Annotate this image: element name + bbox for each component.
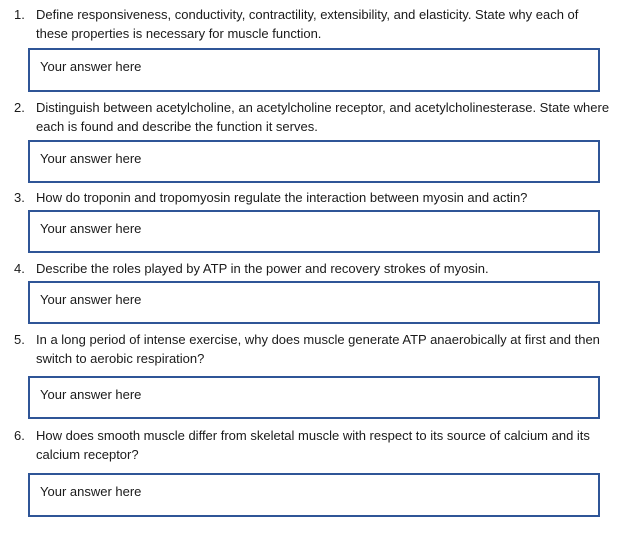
question-number: 3. bbox=[14, 190, 25, 205]
question-text: How does smooth muscle differ from skeletal muscle with respect to its source of calcium and its calcium receptor? bbox=[36, 428, 590, 462]
answer-field-1[interactable]: Your answer here bbox=[28, 48, 600, 92]
question-text: Distinguish between acetylcholine, an acetylcholine receptor, and acetylcholinesterase. State where each is found and describe the function it serves. bbox=[36, 100, 610, 134]
question-2 bbox=[14, 98, 612, 136]
question-1 bbox=[14, 5, 612, 43]
question-text: How do troponin and tropomyosin regulate the interaction between myosin and actin? bbox=[36, 190, 528, 205]
answer-field-5[interactable]: Your answer here bbox=[28, 376, 600, 419]
question-number: 5. bbox=[14, 332, 25, 347]
question-5 bbox=[14, 330, 612, 368]
question-3 bbox=[14, 188, 612, 207]
question-text: In a long period of intense exercise, why does muscle generate ATP anaerobically at first and then switch to aerobic respiration? bbox=[36, 332, 600, 366]
question-4 bbox=[14, 259, 612, 278]
answer-field-2[interactable]: Your answer here bbox=[28, 140, 600, 183]
answer-field-6[interactable]: Your answer here bbox=[28, 473, 600, 517]
answer-field-4[interactable]: Your answer here bbox=[28, 281, 600, 324]
answer-field-3[interactable]: Your answer here bbox=[28, 210, 600, 253]
question-text: Describe the roles played by ATP in the power and recovery strokes of myosin. bbox=[36, 261, 489, 276]
question-text: Define responsiveness, conductivity, contractility, extensibility, and elasticity. State why each of these properties is necessary for muscle function. bbox=[36, 7, 579, 41]
question-number: 1. bbox=[14, 7, 25, 22]
question-number: 2. bbox=[14, 100, 25, 115]
question-number: 6. bbox=[14, 428, 25, 443]
question-number: 4. bbox=[14, 261, 25, 276]
question-6 bbox=[14, 426, 612, 464]
